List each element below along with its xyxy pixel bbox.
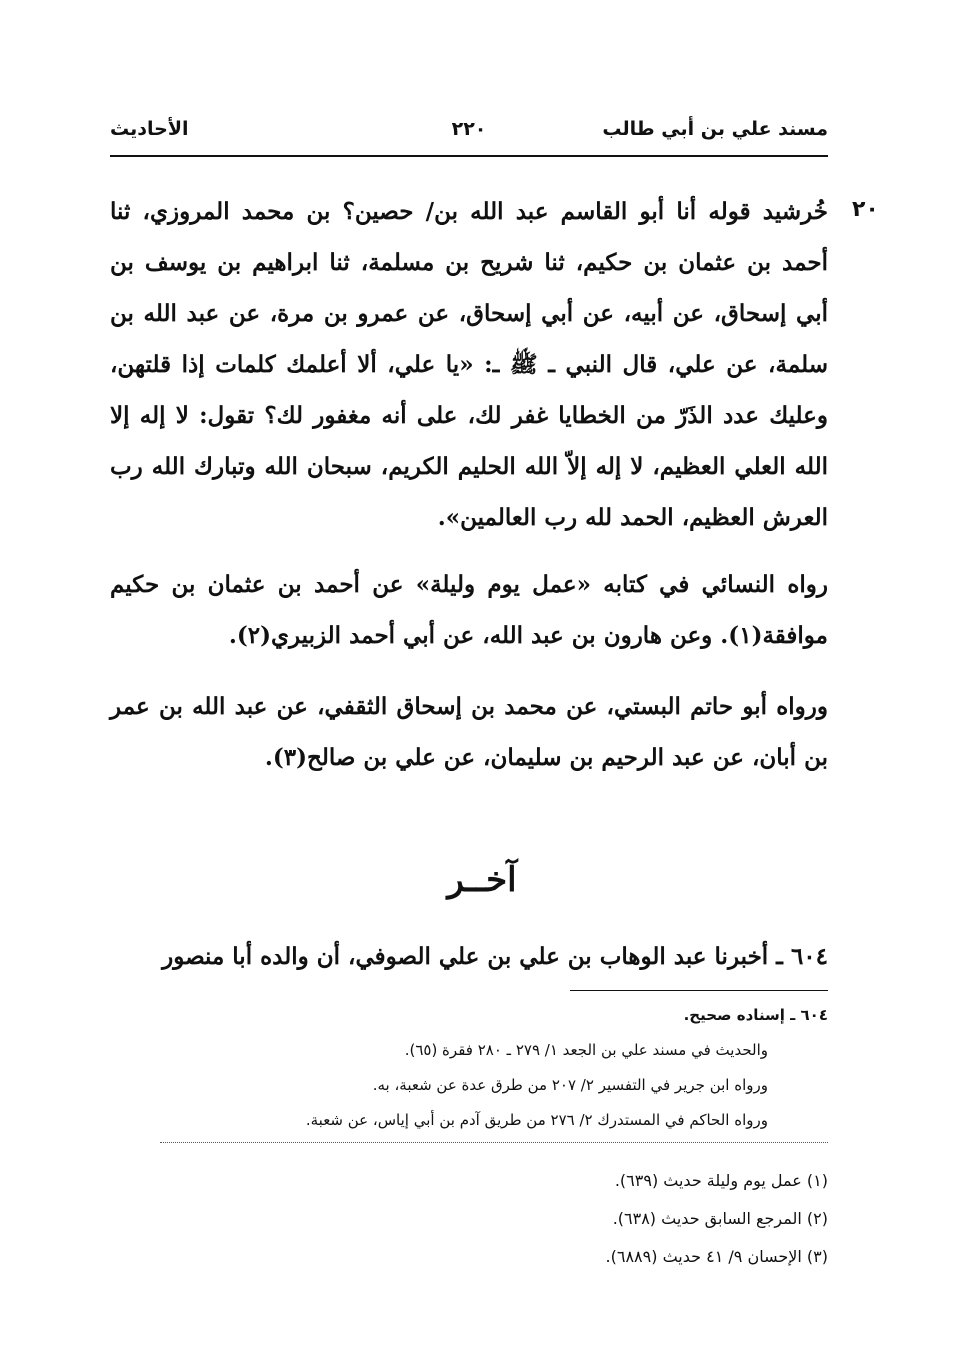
section-title: آخــر [447, 860, 517, 900]
margin-line-number: ٢٠ [852, 197, 879, 222]
running-header [110, 118, 828, 154]
takhrij-line: ورواه ابن جرير في التفسير ٢/ ٢٠٧ من طرق عدة عن شعبة، به. [372, 1076, 768, 1094]
header-rule [110, 155, 828, 157]
section-name: الأحاديث [110, 118, 189, 140]
paragraph-3: ورواه أبو حاتم البستي، عن محمد بن إسحاق الثقفي، عن عبد الله بن عمر بن أبان، عن عبد الرحيم بن سليمان، عن علي بن صالح(٣). [110, 693, 828, 771]
footnote-3: (٣) الإحسان ٩/ ٤١ حديث (٦٨٨٩). [605, 1247, 828, 1266]
footnote-separator [160, 1142, 828, 1143]
book-title: مسند علي بن أبي طالب [602, 118, 828, 140]
paragraph-1: خُرشيد قوله أنا أبو القاسم عبد الله بن/ حصين؟ بن محمد المروزي، ثنا أحمد بن عثمان بن حكيم، ثنا شريح بن مسلمة، ثنا ابراهيم بن يوسف بن أبي إسحاق، عن أبيه، عن أبي إسحاق، عن عمرو بن مرة، عن عبد الله بن سلمة، عن علي، قال النبي ـ ﷺ ـ: «يا علي، ألا أعلمك كلمات إذا قلتهن، وعليك عدد الذَرّ من الخطايا غفر لك، على أنه مغفور لك؟ تقول: لا إله إلا الله العلي العظيم، لا إله إلاّ الله الحليم الكريم، سبحان الله وتبارك الله رب العرش العظيم، الحمد لله رب العالمين». [110, 198, 828, 531]
footnote-1: (١) عمل يوم وليلة حديث (٦٣٩). [614, 1171, 828, 1190]
takhrij-line: ورواه الحاكم في المستدرك ٢/ ٢٧٦ من طريق آدم بن أبي إياس، عن شعبة. [305, 1111, 768, 1129]
footnotes [110, 1162, 828, 1276]
page-number: ٢٢٠ [451, 118, 487, 140]
footnote-2: (٢) المرجع السابق حديث (٦٣٨). [612, 1209, 828, 1228]
footnote-rule [570, 990, 828, 991]
takhrij-block [110, 998, 828, 1138]
hadith-604-start: ٦٠٤ ـ أخبرنا عبد الوهاب بن علي بن علي الصوفي، أن والده أبا منصور [162, 943, 828, 970]
takhrij-line: ٦٠٤ ـ إسناده صحيح. [683, 1006, 828, 1024]
paragraph-2: رواه النسائي في كتابه «عمل يوم وليلة» عن أحمد بن عثمان بن حكيم موافقة(١). وعن هارون بن عبد الله، عن أبي أحمد الزبيري(٢). [110, 571, 828, 649]
takhrij-line: والحديث في مسند علي بن الجعد ١/ ٢٧٩ ـ ٢٨٠ فقرة (٦٥). [404, 1041, 768, 1059]
